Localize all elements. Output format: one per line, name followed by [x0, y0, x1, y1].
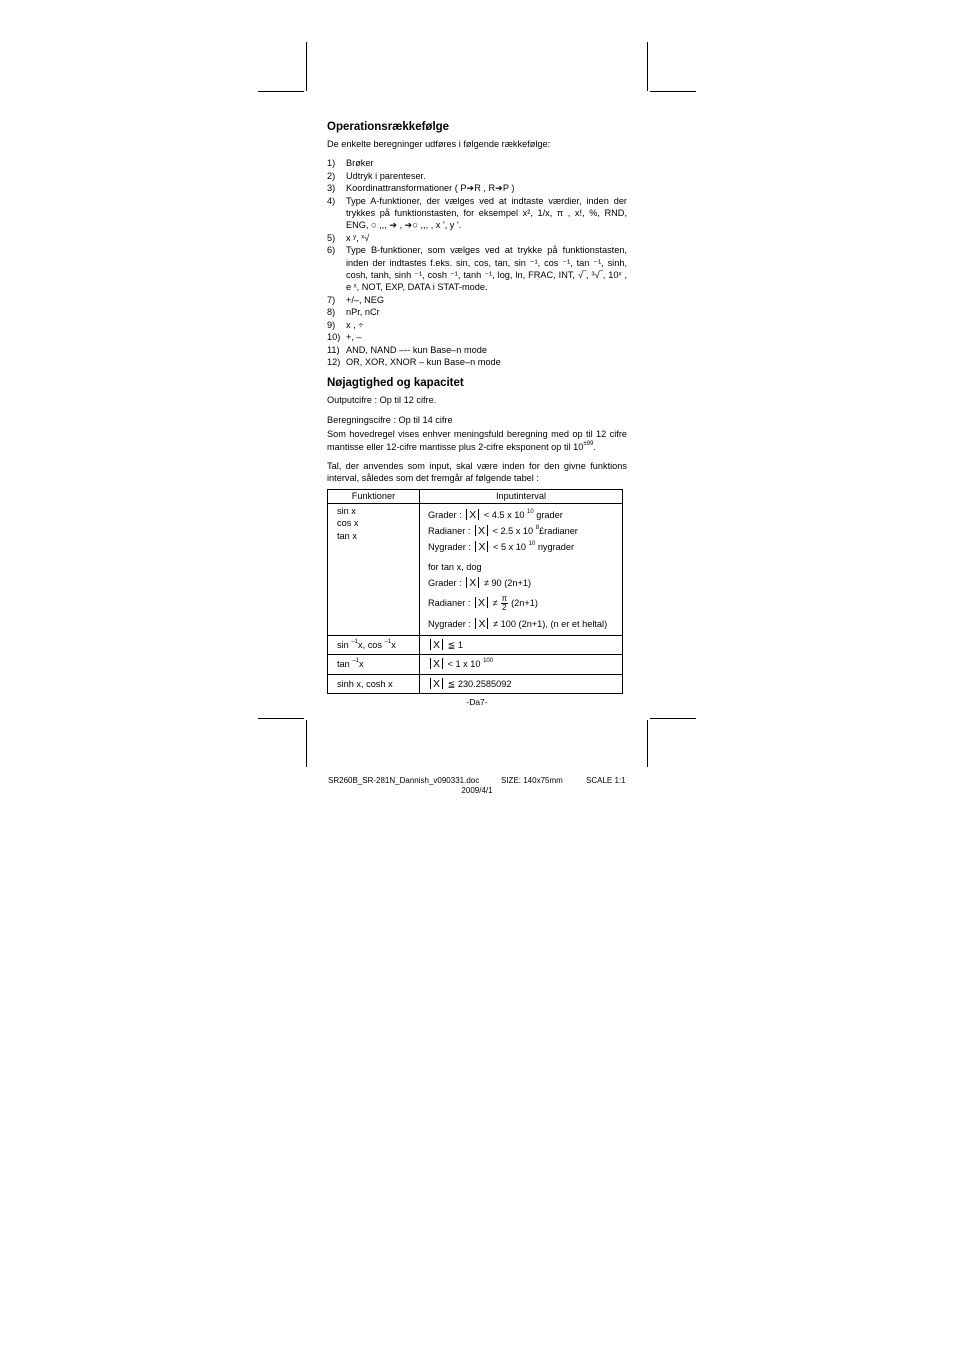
document-page: [327, 120, 627, 694]
abs-bar: [478, 509, 479, 520]
crop-mark: [306, 42, 307, 91]
range-line: Nygrader : X ≠ 100 (2n+1), (n er et heltal): [428, 617, 608, 630]
abs-bar: [475, 525, 476, 536]
list-item: 11) AND, NAND –-- kun Base–n mode: [327, 344, 487, 355]
abs-bar: [475, 618, 476, 629]
abs-bar: [430, 678, 431, 689]
range-cell: [420, 503, 623, 635]
footer-size: SIZE: 140x75mm: [501, 776, 563, 785]
footer-file: SR260B_SR-281N_Dannish_v090331.doc: [328, 776, 480, 785]
abs-bar: [478, 577, 479, 588]
list-item: 5) x ʸ, ˣ√: [327, 232, 370, 243]
crop-mark: [647, 720, 648, 767]
list-item: 9) x , ÷: [327, 319, 364, 330]
abs-bar: [487, 525, 488, 536]
range-line: Nygrader : X < 5 x 10 $^{10}$ nygrader: [428, 540, 575, 553]
list-item: 1) Brøker: [327, 158, 374, 169]
list-item: 12) OR, XOR, XNOR – kun Base–n mode: [327, 356, 501, 367]
function-cell: sinh x, cosh x: [328, 674, 420, 693]
abs-bar: [487, 597, 488, 608]
crop-mark: [647, 42, 648, 91]
table-row: [328, 674, 623, 693]
crop-mark: [258, 91, 304, 92]
table-row: [328, 503, 623, 635]
range-cell: X ≦ 230.2585092: [420, 674, 623, 693]
crop-mark: [650, 91, 696, 92]
list-item: 3) Koordinattransformationer ( P➔R , R➔P ): [327, 183, 515, 194]
range-cell: X ≦ 1: [420, 635, 623, 654]
abs-bar: [466, 509, 467, 520]
abs-bar: [487, 618, 488, 629]
range-line: for tan x, dog: [428, 561, 482, 572]
calc-digits: Beregningscifre : Op til 14 cifre: [327, 414, 453, 425]
function-cell: tan $^{-1}$x: [328, 655, 420, 674]
table-header-row: [328, 489, 623, 503]
column-header-range: Inputinterval: [420, 489, 623, 503]
range-cell: X < 1 x 10 $^{100}$: [420, 655, 623, 674]
list-item: 8) nPr, nCr: [327, 307, 380, 318]
crop-mark: [650, 718, 696, 719]
list-item: 10) +, –: [327, 332, 362, 343]
abs-bar: [430, 658, 431, 669]
crop-mark: [306, 720, 307, 767]
list-item: 2) Udtryk i parenteser.: [327, 170, 426, 181]
section-title-accuracy: Nøjagtighed og kapacitet: [327, 377, 464, 390]
range-line: Radianer : X ≠ $\frac{\pi}{2} (2n+1)$: [428, 593, 538, 612]
input-range-table: [327, 489, 623, 694]
output-digits: Outputcifre : Op til 12 cifre.: [327, 395, 437, 406]
list-item: 4) Type A-funktioner, der vælges ved at indtaste værdier, inden der trykkes på funktionstasten, for eksempel x², 1/x, π , x!, %, RND, ENG, ○ ,,, ➔ , ➔○ ,,, , x ', y '.: [327, 195, 627, 231]
list-item: 6) Type B-funktioner, som vælges ved at trykke på funktionstasten, inden der indtastes f.eks. sin, cos, tan, sin ⁻¹, cos ⁻¹, tan ⁻¹, sinh, cosh, tanh, sinh ⁻¹, cosh ⁻¹, tanh ⁻¹, log, ln, FRAC, INT, √‾, ³√‾, 10ˣ , e ˣ, NOT, EXP, DATA i STAT-mode.: [327, 245, 627, 293]
rule-paragraph: Som hovedregel vises enhver meningsfuld beregning med op til 12 cifre mantisse eller 12-cifre mantisse plus 2-cifre eksponent op til $10^{\pm 99}$.: [327, 429, 627, 452]
pi-over-two-fraction: $\frac{\pi}{2}$: [501, 593, 508, 612]
abs-bar: [475, 541, 476, 552]
input-paragraph: Tal, der anvendes som input, skal være inden for den givne funktions interval, således som det fremgår af følgende tabel :: [327, 460, 627, 484]
function-cell: sin $^{-1}$x, cos $^{-1}$x: [328, 635, 420, 654]
list-item: 7) +/–, NEG: [327, 294, 385, 305]
range-line: Grader : X < 4.5 x 10 $^{10}$ grader: [428, 508, 563, 521]
table-row: [328, 655, 623, 674]
crop-mark: [258, 718, 304, 719]
order-list: [327, 157, 627, 368]
abs-bar: [475, 597, 476, 608]
column-header-functions: Funktioner: [328, 489, 420, 503]
section-title-order: Operationsrækkefølge: [327, 121, 450, 133]
footer-date: 2009/4/1: [461, 786, 493, 795]
abs-bar: [442, 658, 443, 669]
table-row: [328, 635, 623, 654]
abs-bar: [430, 639, 431, 650]
range-line: Radianer : X < 2.5 x 10 $^8$£radianer: [428, 524, 578, 537]
abs-bar: [442, 639, 443, 650]
abs-bar: [442, 678, 443, 689]
range-line: Grader : X ≠ 90 (2n+1): [428, 576, 532, 589]
function-cell: sin x cos x tan x: [328, 503, 420, 635]
abs-bar: [466, 577, 467, 588]
page-number: -Da7-: [466, 697, 488, 707]
abs-bar: [487, 541, 488, 552]
footer-scale: SCALE 1:1: [586, 776, 626, 785]
order-intro: De enkelte beregninger udføres i følgende rækkefølge:: [327, 139, 551, 149]
